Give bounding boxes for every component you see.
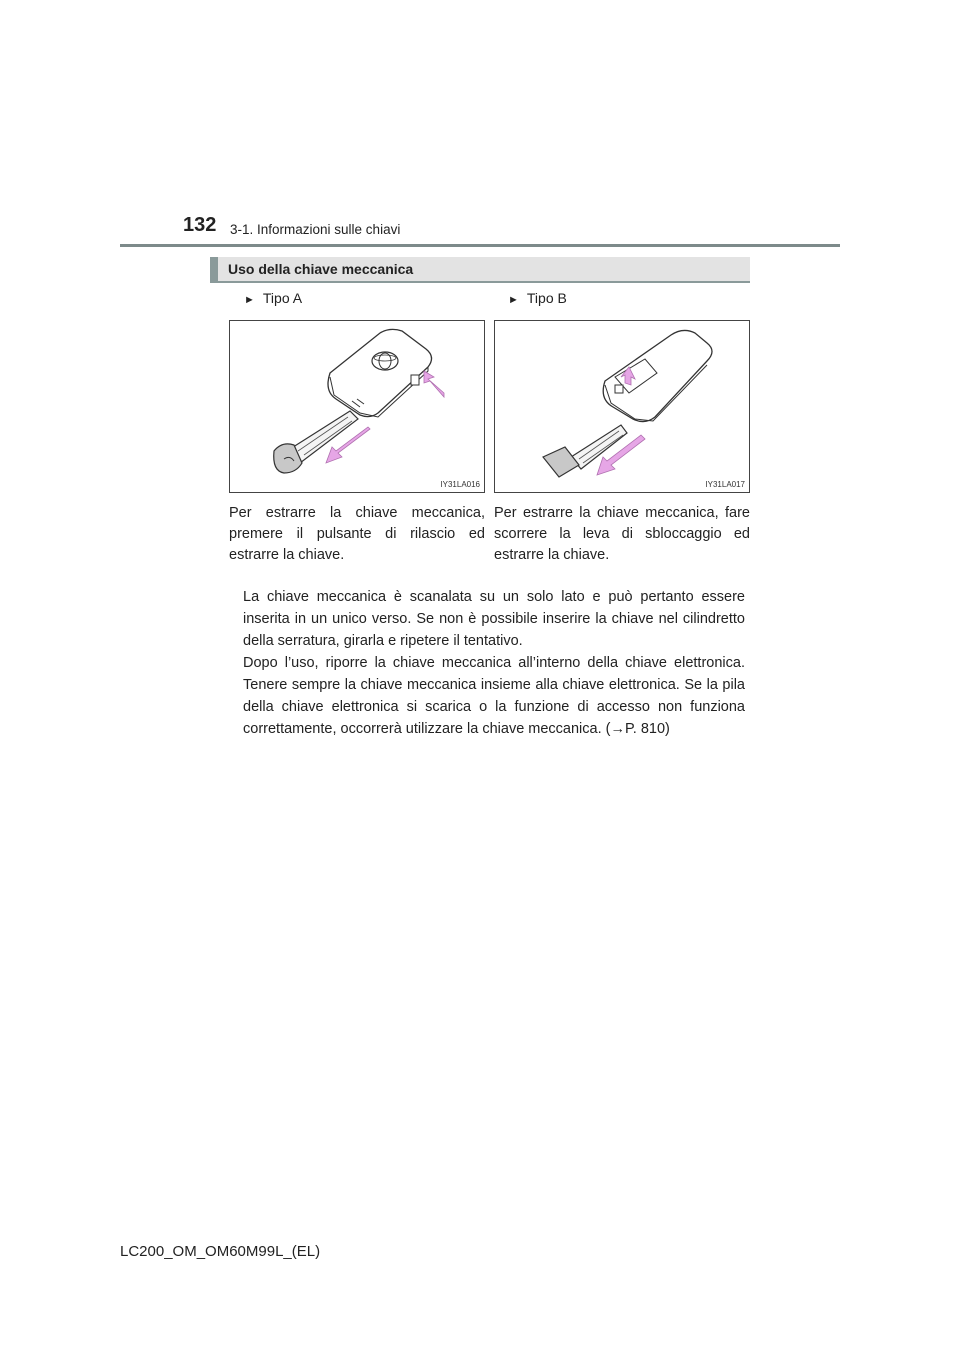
- key-fob-type-a-illustration: [230, 321, 484, 492]
- page-number: 132: [183, 214, 217, 236]
- section-accent: [210, 257, 218, 281]
- type-b-label: [508, 290, 567, 306]
- header-divider: [120, 244, 840, 247]
- type-b-label-text: Tipo B: [526, 290, 567, 306]
- section-title: Uso della chiave meccanica: [228, 261, 414, 277]
- caption-type-a: Per estrarre la chiave meccanica, premere il pulsante di rilascio ed estrarre la chiave.: [229, 505, 485, 563]
- chapter-title: 3-1. Informazioni sulle chiavi: [230, 222, 401, 237]
- paragraph-key-storage: Dopo l’uso, riporre la chiave meccanica all’interno della chiave elettronica. Tenere sempre la chiave meccanica insieme alla chiave elettronica. Se la pila della chiave elettronica si scarica o la funzione di accesso non funziona correttamente, occorrerà utilizzare la chiave meccanica. (→P. 810): [243, 655, 745, 737]
- paragraph-key-orientation: La chiave meccanica è scanalata su un solo lato e può pertanto essere inserita in un unico verso. Se non è possibile inserire la chiave nel cilindretto della serratura, girarla e ripetere il tentativo.: [243, 589, 745, 649]
- type-a-label-text: Tipo A: [262, 290, 303, 306]
- key-fob-type-b-illustration: [495, 321, 749, 492]
- figure-type-a: [229, 320, 485, 493]
- figure-code: IY31LA017: [705, 480, 745, 489]
- figure-type-b: [494, 320, 750, 493]
- triangle-bullet-icon: ►: [508, 294, 519, 306]
- document-code: LC200_OM_OM60M99L_(EL): [120, 1243, 321, 1260]
- triangle-bullet-icon: ►: [244, 294, 255, 306]
- caption-type-b: Per estrarre la chiave meccanica, fare scorrere la leva di sbloccaggio ed estrarre la chiave.: [494, 505, 750, 563]
- section-heading: [210, 257, 750, 283]
- type-a-label: [244, 290, 302, 306]
- figure-code: IY31LA016: [440, 480, 480, 489]
